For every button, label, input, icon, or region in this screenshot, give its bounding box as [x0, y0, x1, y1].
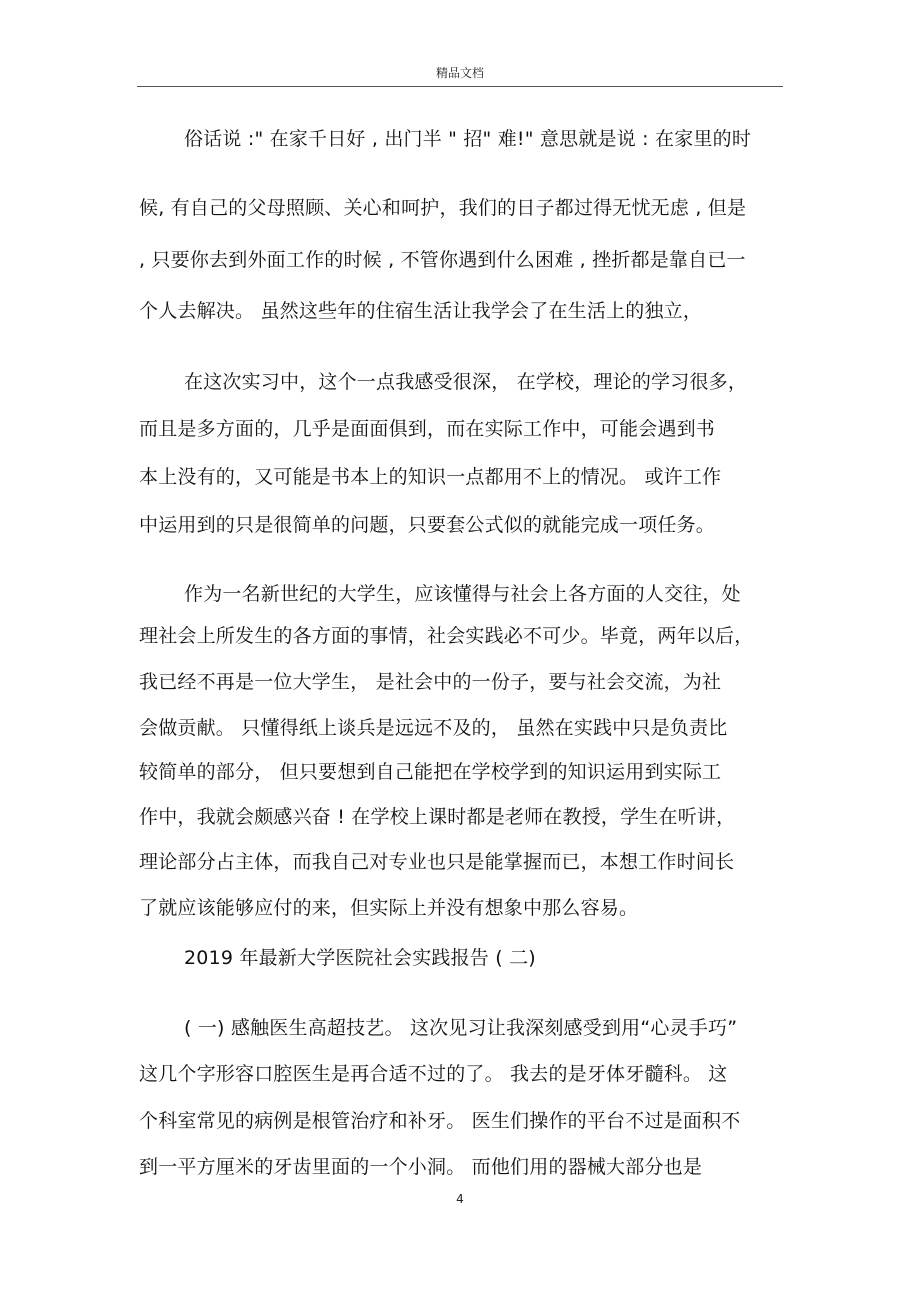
text-line: , 只要你去到外面工作的时候 , 不管你遇到什么困难 , 挫折都是靠自已一 [139, 249, 746, 271]
text-line: 作中，我就会颇感兴奋 ! 在学校上课时都是老师在教授，学生在听讲， [139, 806, 736, 828]
text-line: 我已经不再是一位大学生， 是社会中的一份子，要与社会交流，为社 [139, 671, 722, 693]
header-divider [137, 86, 783, 87]
text-line: 理论部分占主体，而我自己对专业也只是能掌握而已，本想工作时间长 [139, 851, 735, 873]
text-line: 在这次实习中，这个一点我感受很深， 在学校，理论的学习很多， [184, 371, 748, 393]
text-line: 候, 有自己的父母照顾、关心和呵护，我们的日子都过得无忧无虑 , 但是 [139, 197, 747, 219]
text-line: 会做贡献。 只懂得纸上谈兵是远远不及的， 虽然在实践中只是负责比 [139, 717, 728, 739]
text-line: 本上没有的，又可能是书本上的知识一点都用不上的情况。 或许工作 [139, 466, 722, 488]
text-line: 而且是多方面的，几乎是面面俱到，而在实际工作中，可能会遇到书 [139, 418, 716, 440]
text-line: 个科室常见的病例是根管治疗和补牙。 医生们操作的平台不过是面积不 [139, 1110, 741, 1132]
text-line: 作为一名新世纪的大学生，应该懂得与社会上各方面的人交往，处 [184, 583, 741, 605]
text-line: 个人去解决。 虽然这些年的住宿生活让我学会了在生活上的独立， [139, 300, 703, 322]
section-heading: 2019 年最新大学医院社会实践报告 ( 二) [184, 947, 536, 969]
page-number: 4 [456, 1192, 464, 1206]
text-line: ( 一) 感触医生高超技艺。 这次见习让我深刻感受到用“心灵手巧” [184, 1017, 738, 1039]
text-line: 较简单的部分， 但只要想到自己能把在学校学到的知识运用到实际工 [139, 761, 722, 783]
text-line: 理社会上所发生的各方面的事情，社会实践必不可少。毕竟，两年以后， [139, 625, 754, 647]
text-line: 了就应该能够应付的来，但实际上并没有想象中那么容易。 [139, 897, 639, 919]
text-line: 这几个字形容口腔医生是再合适不过的了。 我去的是牙体牙髓科。 这 [139, 1063, 728, 1085]
header-title: 精品文档 [435, 66, 484, 80]
text-line: 到一平方厘米的牙齿里面的一个小洞。 而他们用的器械大部分也是 [139, 1156, 703, 1178]
text-line: 俗话说 :" 在家千日好 , 出门半 " 招" 难!" 意思就是说 : 在家里的时 [184, 128, 752, 150]
text-line: 中运用到的只是很简单的问题，只要套公式似的就能完成一项任务。 [139, 514, 716, 536]
